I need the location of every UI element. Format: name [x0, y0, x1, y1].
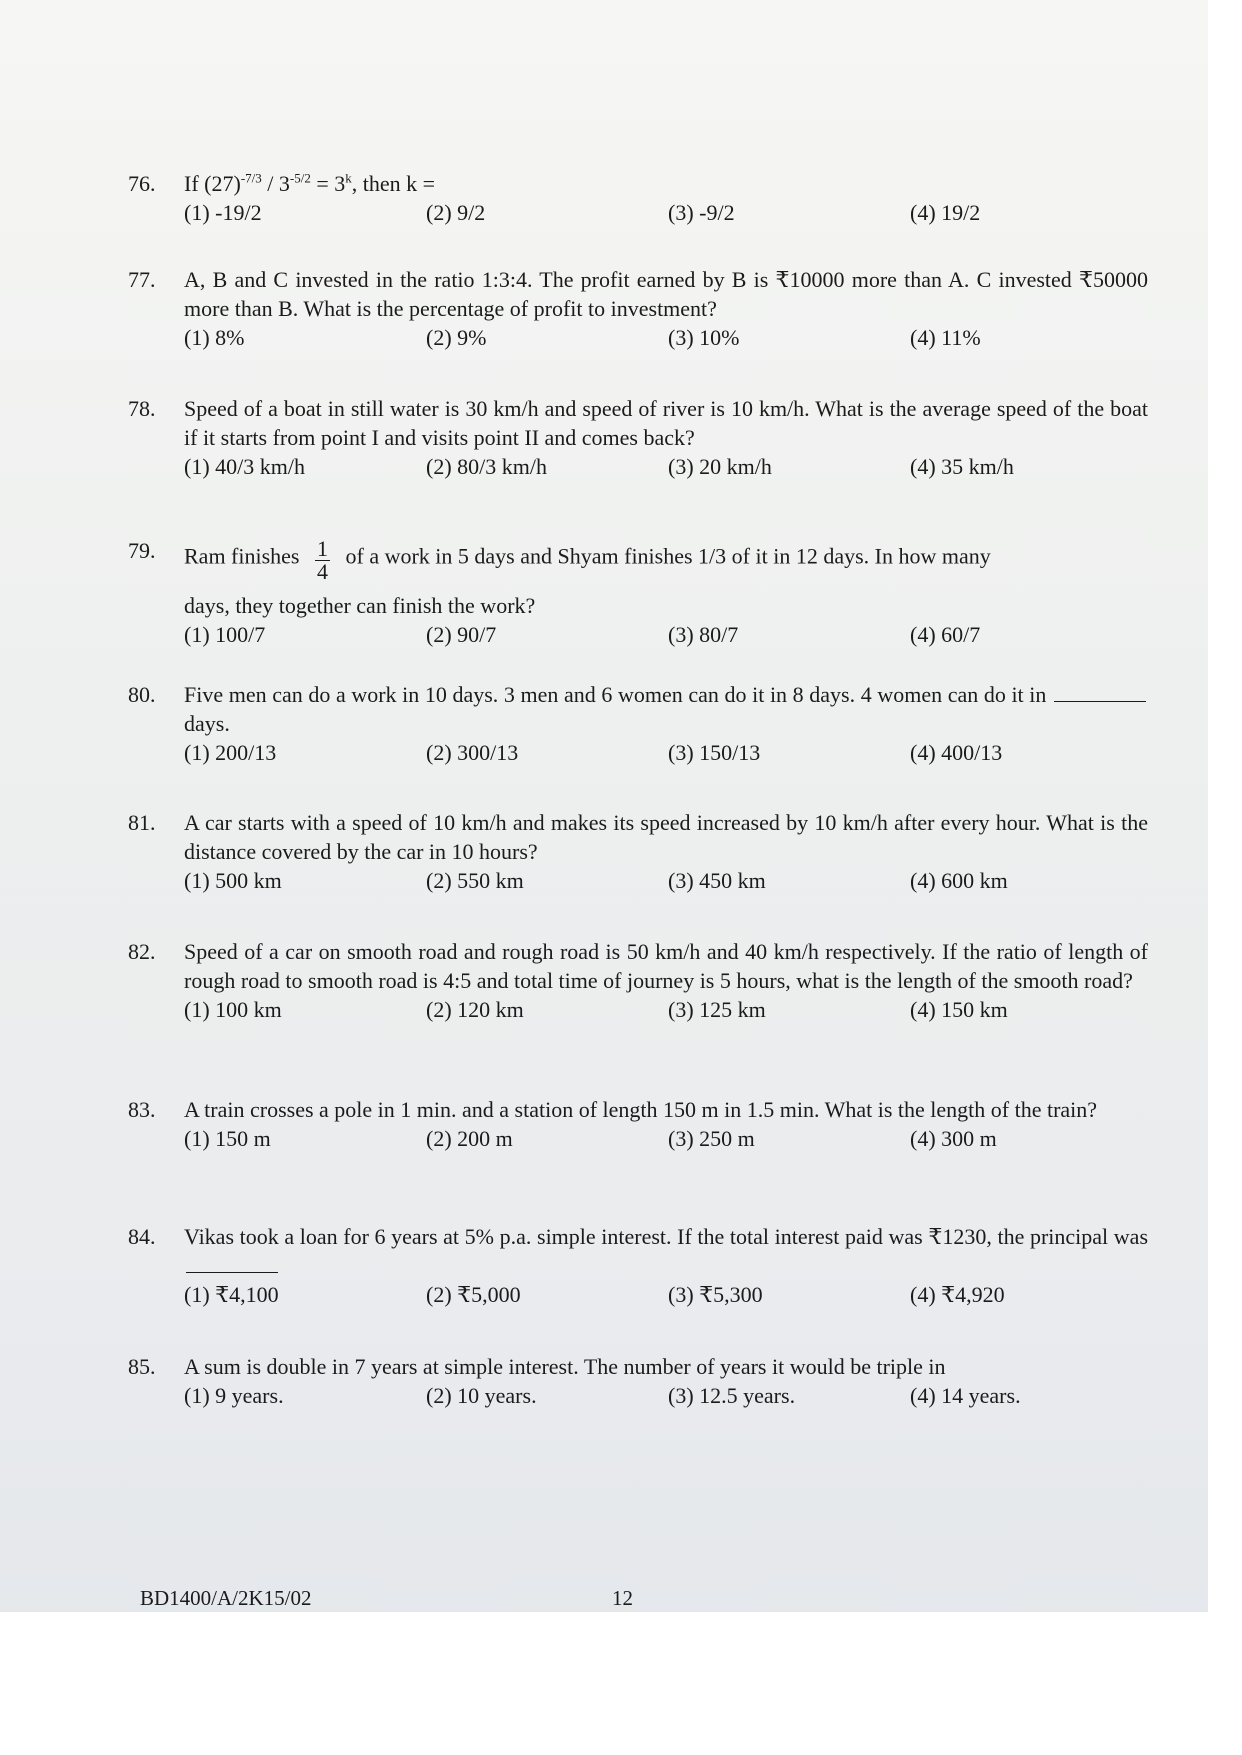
- option-3: (3) -9/2: [668, 200, 735, 225]
- question-number: 84.: [128, 1224, 156, 1249]
- option-1: (1) 500 km: [184, 868, 282, 893]
- question-number: 76.: [128, 171, 156, 196]
- option-1: (1) 8%: [184, 325, 245, 350]
- option-4: (4) 35 km/h: [910, 454, 1014, 479]
- option-2: (2) 200 m: [426, 1126, 513, 1151]
- option-2: (2) 9/2: [426, 200, 486, 225]
- fill-blank: [186, 1254, 278, 1273]
- question-number: 80.: [128, 682, 156, 707]
- option-4: (4) 11%: [910, 325, 981, 350]
- question-text: Speed of a boat in still water is 30 km/h and speed of river is 10 km/h. What is the average speed of the boat if it starts from point I and visits point II and comes back?: [184, 396, 1148, 450]
- options: [184, 866, 1148, 896]
- question-81: [128, 808, 1148, 896]
- question-number: 85.: [128, 1354, 156, 1379]
- question-number: 83.: [128, 1097, 156, 1122]
- option-1: (1) 100 km: [184, 997, 282, 1022]
- option-4: (4) 400/13: [910, 740, 1003, 765]
- option-3: (3) 20 km/h: [668, 454, 772, 479]
- option-4: (4) 60/7: [910, 622, 981, 647]
- question-text: Five men can do a work in 10 days. 3 men and 6 women can do it in 8 days. 4 women can do it in days.: [184, 680, 1148, 738]
- question-number: 79.: [128, 538, 156, 563]
- options: [184, 452, 1148, 482]
- option-1: (1) 9 years.: [184, 1383, 284, 1408]
- question-85: [128, 1352, 1148, 1411]
- question-84: [128, 1222, 1148, 1310]
- options: [184, 1124, 1148, 1154]
- option-1: (1) 200/13: [184, 740, 277, 765]
- question-text: Vikas took a loan for 6 years at 5% p.a. simple interest. If the total interest paid was ₹1230, the principal was: [184, 1222, 1148, 1280]
- fraction: $\frac{1}{4}$: [317, 536, 328, 584]
- option-3: (3) 12.5 years.: [668, 1383, 796, 1408]
- question-76: [128, 169, 1148, 228]
- question-82: [128, 937, 1148, 1025]
- question-text: A car starts with a speed of 10 km/h and makes its speed increased by 10 km/h after every hour. What is the distance covered by the car in 10 hours?: [184, 810, 1148, 864]
- options: [184, 995, 1148, 1025]
- option-3: (3) 10%: [668, 325, 740, 350]
- option-2: (2) 120 km: [426, 997, 524, 1022]
- option-4: (4) 19/2: [910, 200, 981, 225]
- question-77: [128, 265, 1148, 353]
- question-text: A train crosses a pole in 1 min. and a station of length 150 m in 1.5 min. What is the length of the train?: [184, 1097, 1098, 1122]
- option-1: (1) -19/2: [184, 200, 262, 225]
- option-1: (1) 100/7: [184, 622, 266, 647]
- question-text: Ram finishes $\frac{1}{4}$ of a work in 5 days and Shyam finishes 1/3 of it in 12 days. In how many: [184, 536, 991, 584]
- option-2: (2) 80/3 km/h: [426, 454, 547, 479]
- option-3: (3) 450 km: [668, 868, 766, 893]
- question-83: [128, 1095, 1148, 1154]
- question-79: [128, 536, 1148, 650]
- options: [184, 198, 1148, 228]
- question-78: [128, 394, 1148, 482]
- options: [184, 620, 1148, 650]
- question-number: 77.: [128, 267, 156, 292]
- options: [184, 738, 1148, 768]
- option-4: (4) 150 km: [910, 997, 1008, 1022]
- fill-blank: [1054, 683, 1146, 702]
- option-2: (2) 9%: [426, 325, 487, 350]
- option-2: (2) 90/7: [426, 622, 497, 647]
- option-4: (4) 14 years.: [910, 1383, 1021, 1408]
- option-2: (2) 10 years.: [426, 1383, 537, 1408]
- options: [184, 1280, 1148, 1310]
- options: [184, 323, 1148, 353]
- option-1: (1) 150 m: [184, 1126, 271, 1151]
- question-number: 82.: [128, 939, 156, 964]
- option-3: (3) 125 km: [668, 997, 766, 1022]
- question-number: 78.: [128, 396, 156, 421]
- question-text-continued: days, they together can finish the work?: [184, 593, 536, 618]
- question-80: [128, 680, 1148, 768]
- question-text: Speed of a car on smooth road and rough road is 50 km/h and 40 km/h respectively. If the ratio of length of rough road to smooth road is 4:5 and total time of journey is 5 hours, what is the length of the smooth road?: [184, 939, 1148, 993]
- option-3: (3) 150/13: [668, 740, 761, 765]
- option-1: (1) ₹4,100: [184, 1282, 279, 1307]
- option-3: (3) 250 m: [668, 1126, 755, 1151]
- option-4: (4) ₹4,920: [910, 1282, 1005, 1307]
- question-text: A sum is double in 7 years at simple interest. The number of years it would be triple in: [184, 1354, 946, 1379]
- booklet-code: BD1400/A/2K15/02: [140, 1586, 312, 1610]
- option-4: (4) 600 km: [910, 868, 1008, 893]
- option-3: (3) 80/7: [668, 622, 739, 647]
- option-1: (1) 40/3 km/h: [184, 454, 305, 479]
- page-number: 12: [612, 1586, 633, 1610]
- option-3: (3) ₹5,300: [668, 1282, 763, 1307]
- option-2: (2) 550 km: [426, 868, 524, 893]
- option-2: (2) ₹5,000: [426, 1282, 521, 1307]
- question-number: 81.: [128, 810, 156, 835]
- question-text: A, B and C invested in the ratio 1:3:4. The profit earned by B is ₹10000 more than A. C invested ₹50000 more than B. What is the percentage of profit to investment?: [184, 267, 1148, 321]
- option-2: (2) 300/13: [426, 740, 519, 765]
- option-4: (4) 300 m: [910, 1126, 997, 1151]
- options: [184, 1381, 1148, 1411]
- question-text: If $(27)^{-7/3} / 3^{-5/2} = 3^k$, then k =: [184, 170, 436, 196]
